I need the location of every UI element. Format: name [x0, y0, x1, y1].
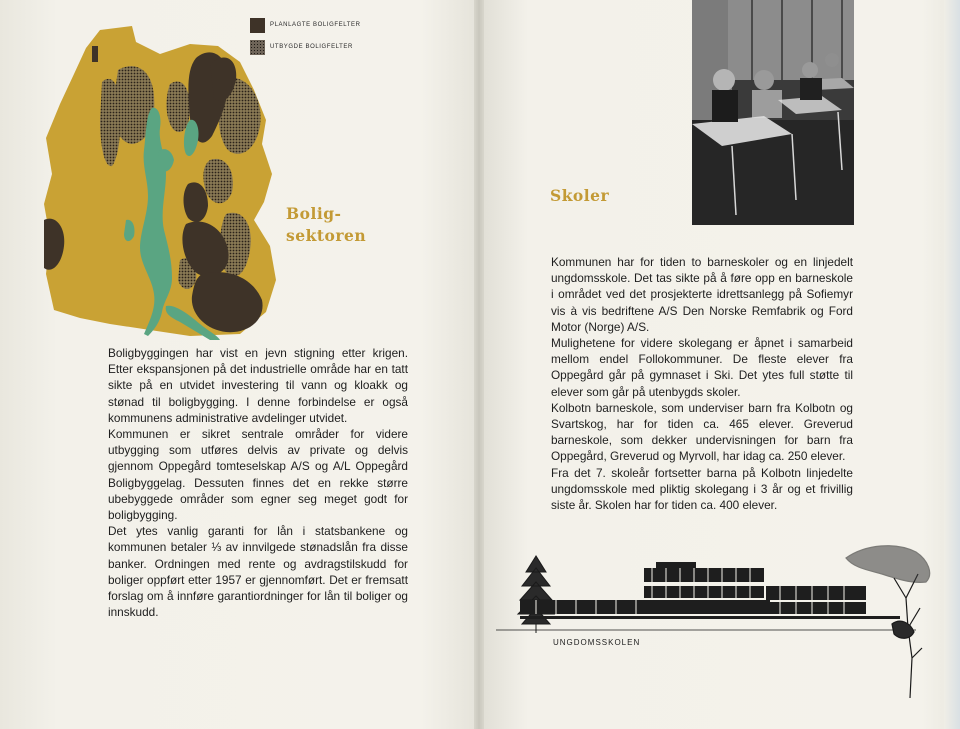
- housing-map: [40, 24, 280, 340]
- legend-planned-label: PLANLAGTE BOLIGFELTER: [270, 22, 361, 28]
- boligsektoren-title-line1: Bolig-: [286, 204, 342, 223]
- page-edge: [944, 0, 960, 729]
- boligsektoren-title: [286, 203, 366, 247]
- classroom-photo-drawing: [692, 0, 854, 225]
- skoler-paragraph: Kolbotn barneskole, som underviser barn fra Kolbotn og Svartskog, har for tiden ca. 465 elever. Greverud barneskole, som dekker undervisningen for barn fra Oppegård, Greverud og Myrvoll, har idag ca. 250 elever.: [551, 400, 853, 464]
- legend-built-label: UTBYGDE BOLIGFELTER: [270, 44, 353, 50]
- skoler-paragraph: Fra det 7. skoleår fortsetter barna på Kolbotn linjedelte ungdomsskole med pliktig skolegang i 3 år og et frivillig siste år. Skolen har for tiden ca. 400 elever.: [551, 465, 853, 513]
- skoler-text: [551, 254, 853, 513]
- pine-tree-icon: [518, 556, 554, 633]
- skoler-paragraph: Kommunen har for tiden to barneskoler og en linjedelt ungdomsskole. Det tas sikte på å føre opp en barneskole i området ved det prosjekterte idrettsanlegg på Sofiemyr vis à vis bedriftene A/S Den Norske Remfabrik og Ford Motor (Norge) A/S.: [551, 255, 853, 334]
- boligsektoren-text: [108, 345, 408, 620]
- boligsektoren-title-line2: sektoren: [286, 226, 367, 245]
- skoler-title: Skoler: [550, 186, 610, 205]
- skoler-paragraph: Mulighetene for videre skolegang er åpnet i samarbeid mellom endel Follokommuner. De fleste elever fra Oppegård går på gymnaset i Ski. Det ytes full støtte til elever som går på utenbygds skoler.: [551, 336, 853, 399]
- ungdomsskolen-drawing: [496, 538, 936, 703]
- planned-area-7: [92, 46, 98, 62]
- ungdomsskolen-caption: UNGDOMSSKOLEN: [553, 638, 641, 647]
- school-building: [520, 562, 900, 619]
- classroom-photo: [692, 0, 854, 225]
- boligsektoren-paragraph: Kommunen er sikret sentrale områder for videre utbygging som utføres delvis av private og delvis gjennom Oppegård tomteselskap A/S og A/L Oppegård Boligbyggelag. Dessuten finnes det en rekke større ubebyggede områder som egner seg meget godt for boligbygging.: [108, 427, 408, 523]
- deciduous-tree-icon: [846, 546, 930, 698]
- boligsektoren-paragraph: Boligbyggingen har vist en jevn stigning etter krigen. Etter ekspansjonen på det industrielle område har en tatt sikte på en utvidet investering til vann og kloakk og stønad til boligbygging. I denne forbindelse er også kommunens administrative avdelinger utvidet.: [108, 346, 408, 425]
- book-gutter: [474, 0, 484, 729]
- boligsektoren-paragraph: Det ytes vanlig garanti for lån i statsbankene og kommunen betaler ⅓ av innvilgede stønadslån fra disse banker. Ordningen med rente og avdragstilskudd for boliger oppført etter 1957 er gjennomført. Det er fremsatt forslag om å innføre garantiordninger for lån til boliger og innskudd.: [108, 524, 408, 620]
